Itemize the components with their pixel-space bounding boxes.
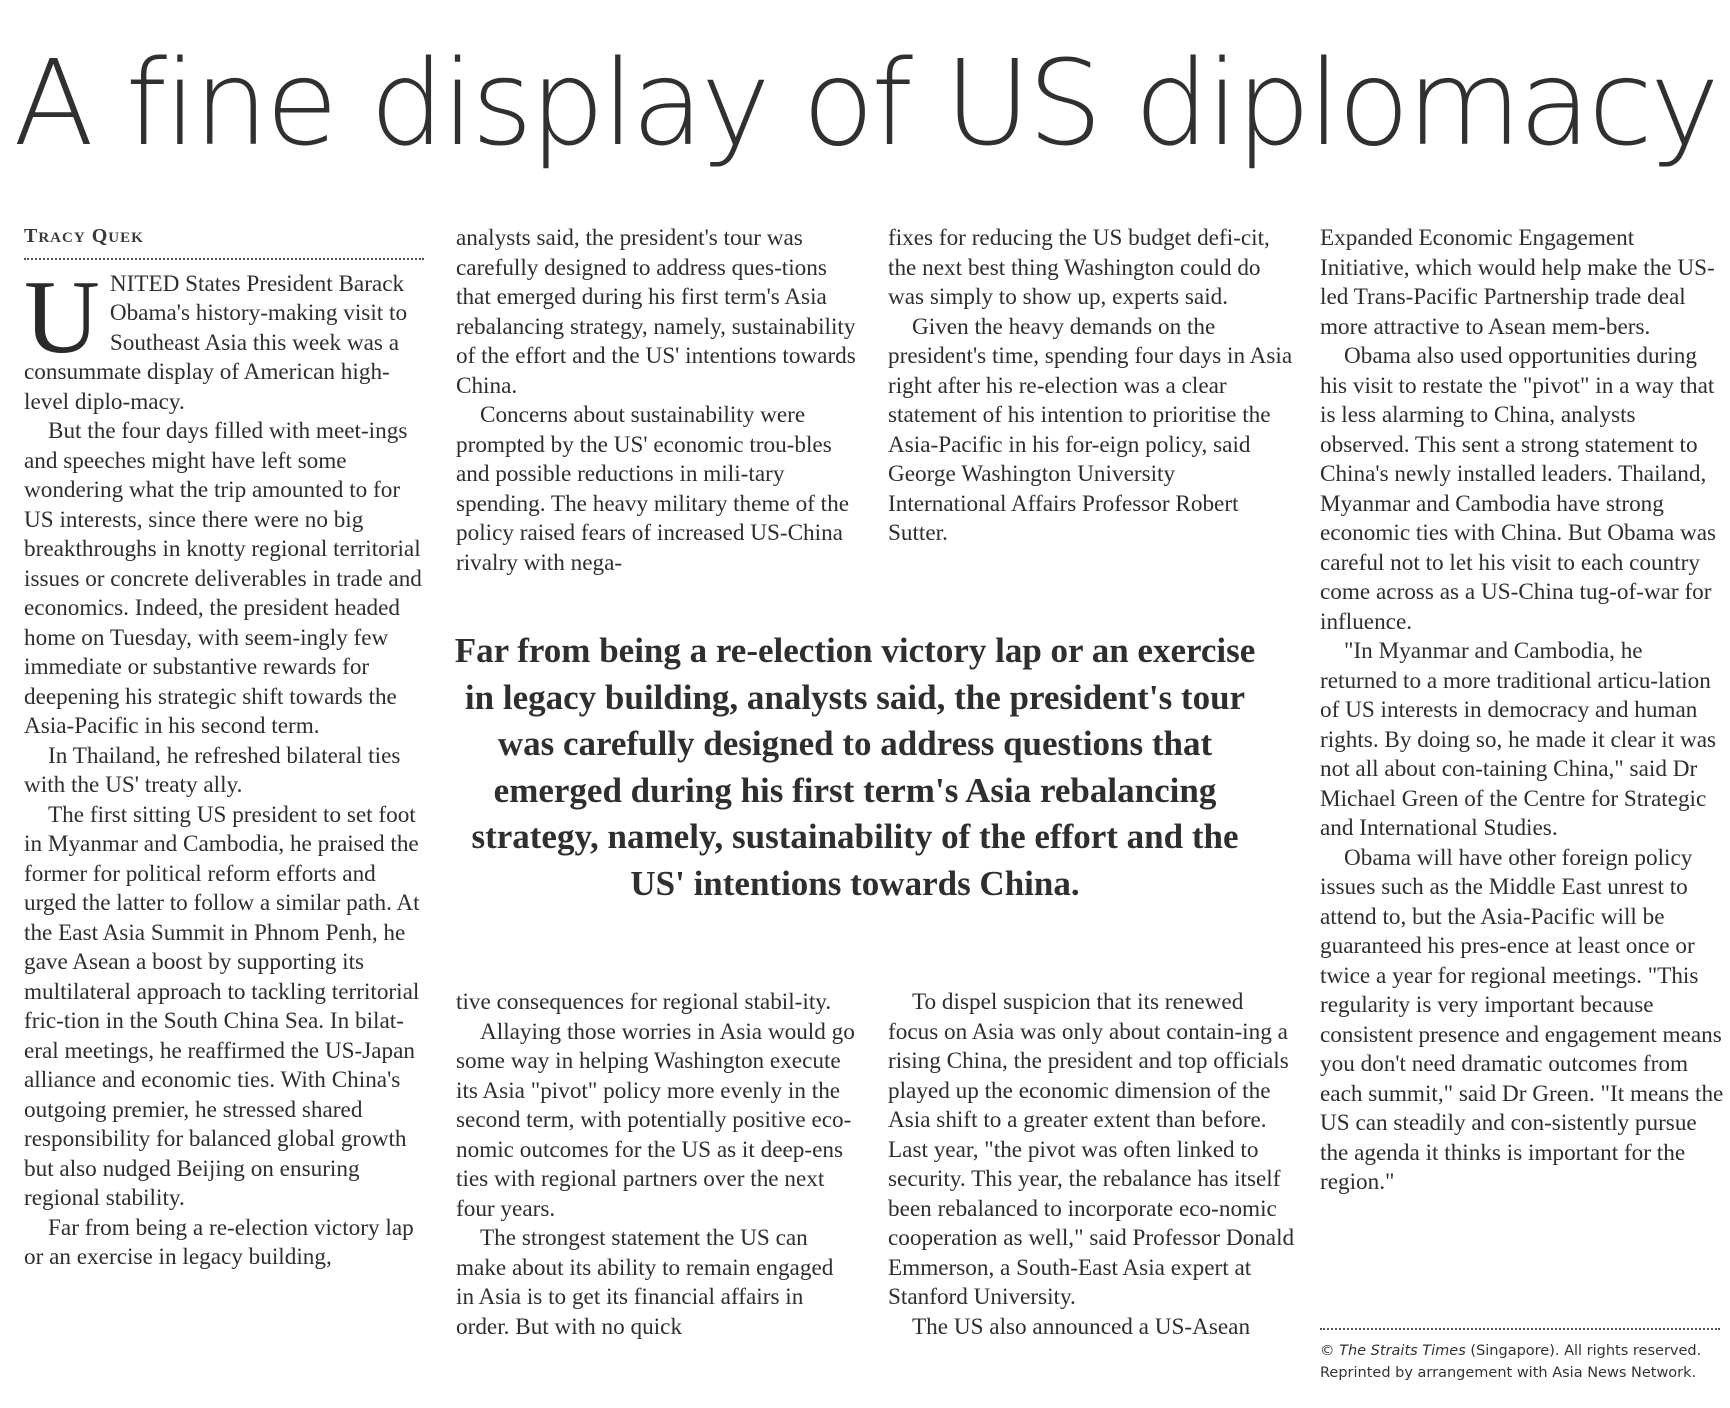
paragraph: fixes for reducing the US budget defi-cit, the next best thing Washington could do was simply to show up, experts said. [888, 225, 1270, 310]
paragraph: analysts said, the president's tour was carefully designed to address ques-tions that emerged during his first term's Asia rebalancing strategy, namely, sustainability of the effort and the US' intentions towards China. [456, 225, 856, 399]
copyright-credit: © The Straits Times (Singapore). All rights reserved. Reprinted by arrangement with Asia News Network. [1320, 1328, 1720, 1384]
article-column-1 [24, 222, 424, 1273]
paragraph: Given the heavy demands on the president's time, spending four days in Asia right after his re-election was a clear statement of his intention to prioritise the Asia-Pacific in his for-eign policy, said George Washington University International Affairs Professor Robert Sutter. [888, 313, 1293, 546]
paragraph: The US also announced a US-Asean [912, 1313, 1251, 1340]
paragraph: UNITED States President Barack Obama's history-making visit to Southeast Asia this week was a consummate display of American high-level diplo-macy. [24, 257, 408, 415]
paragraph: Far from being a re-election victory lap or an exercise in legacy building, [24, 1214, 414, 1270]
article-column-2-top [456, 224, 856, 578]
publication-name: The Straits Times [1339, 1343, 1466, 1359]
paragraph: The strongest statement the US can make about its ability to remain engaged in Asia is to get its financial affairs in order. But with no quick [456, 1225, 834, 1340]
article-column-2-bottom [456, 988, 856, 1342]
paragraph: Expanded Economic Engagement Initiative, which would help make the US-led Trans-Pacific Partnership trade deal more attractive to Asean mem-bers. [1320, 225, 1715, 340]
paragraph: "In Myanmar and Cambodia, he returned to a more traditional articu-lation of US interests in democracy and human rights. By doing so, he made it clear it was not all about con-taining China," said Dr Michael Green of the Centre for Strategic and International Studies. [1320, 638, 1717, 841]
paragraph: To dispel suspicion that its renewed focus on Asia was only about contain-ing a rising China, the president and top officials played up the economic dimension of the Asia shift to a greater extent than before. Last year, "the pivot was often linked to security. This year, the rebalance has itself been rebalanced to incorporate eco-nomic cooperation as well," said Professor Donald Emmerson, a South-East Asia expert at Stanford University. [888, 989, 1295, 1310]
byline: TRACY QUEK [24, 222, 424, 260]
article-headline: A fine display of US diplomacy [13, 34, 1717, 172]
paragraph: But the four days filled with meet-ings and speeches might have left some wondering what the trip amounted to for US interests, since there were no big breakthroughs in knotty regional territorial issues or concrete deliverables in trade and economics. Indeed, the president headed home on Tuesday, with seem-ingly few immediate or substantive rewards for deepening his strategic shift towards the Asia-Pacific in his second term. [24, 418, 422, 739]
article-column-3-bottom [888, 988, 1298, 1342]
drop-cap: U [24, 257, 100, 375]
paragraph: tive consequences for regional stabil-ity. [456, 989, 832, 1015]
article-column-4 [1320, 224, 1725, 1198]
paragraph: In Thailand, he refreshed bilateral ties with the US' treaty ally. [24, 742, 401, 798]
paragraph: Obama will have other foreign policy issues such as the Middle East unrest to attend to, but the Asia-Pacific will be guaranteed his pres-ence at least once or twice a year for regional meetings. "This regularity is very important because consistent presence and engagement means you don't need dramatic outcomes from each summit," said Dr Green. "It means the US can steadily and con-sistently pursue the agenda it thinks is important for the region." [1320, 844, 1724, 1195]
pull-quote: Far from being a re-election victory lap or an exercise in legacy building, analysts said, the president's tour was carefully designed to address questions that emerged during his first term's Asia rebalancing strategy, namely, sustainability of the effort and the US' intentions towards China. [454, 631, 1256, 903]
article-column-3-top [888, 224, 1298, 549]
paragraph: Concerns about sustainability were prompted by the US' economic trou-bles and possible reductions in mili-tary spending. The heavy military theme of the policy raised fears of increased US-China rivalry with nega- [456, 402, 850, 576]
paragraph: The first sitting US president to set foot in Myanmar and Cambodia, he praised the former for political reform efforts and urged the latter to follow a similar path. At the East Asia Summit in Phnom Penh, he gave Asean a boost by supporting its multilateral approach to tackling territorial fric-tion in the South China Sea. In bilat-eral meetings, he reaffirmed the US-Japan alliance and economic ties. With China's outgoing premier, he stressed shared responsibility for balanced global growth but also nudged Beijing on ensuring regional stability. [24, 801, 420, 1211]
paragraph: Allaying those worries in Asia would go some way in helping Washington execute its Asia "pivot" policy more evenly in the second term, with potentially positive eco-nomic outcomes for the US as it deep-ens ties with regional partners over the next four years. [456, 1018, 855, 1222]
paragraph: Obama also used opportunities during his visit to restate the "pivot" in a way that is less alarming to China, analysts observed. This sent a strong statement to China's newly installed leaders. Thailand, Myanmar and Cambodia have strong economic ties with China. But Obama was careful not to let his visit to each country come across as a US-China tug-of-war for influence. [1320, 343, 1717, 635]
